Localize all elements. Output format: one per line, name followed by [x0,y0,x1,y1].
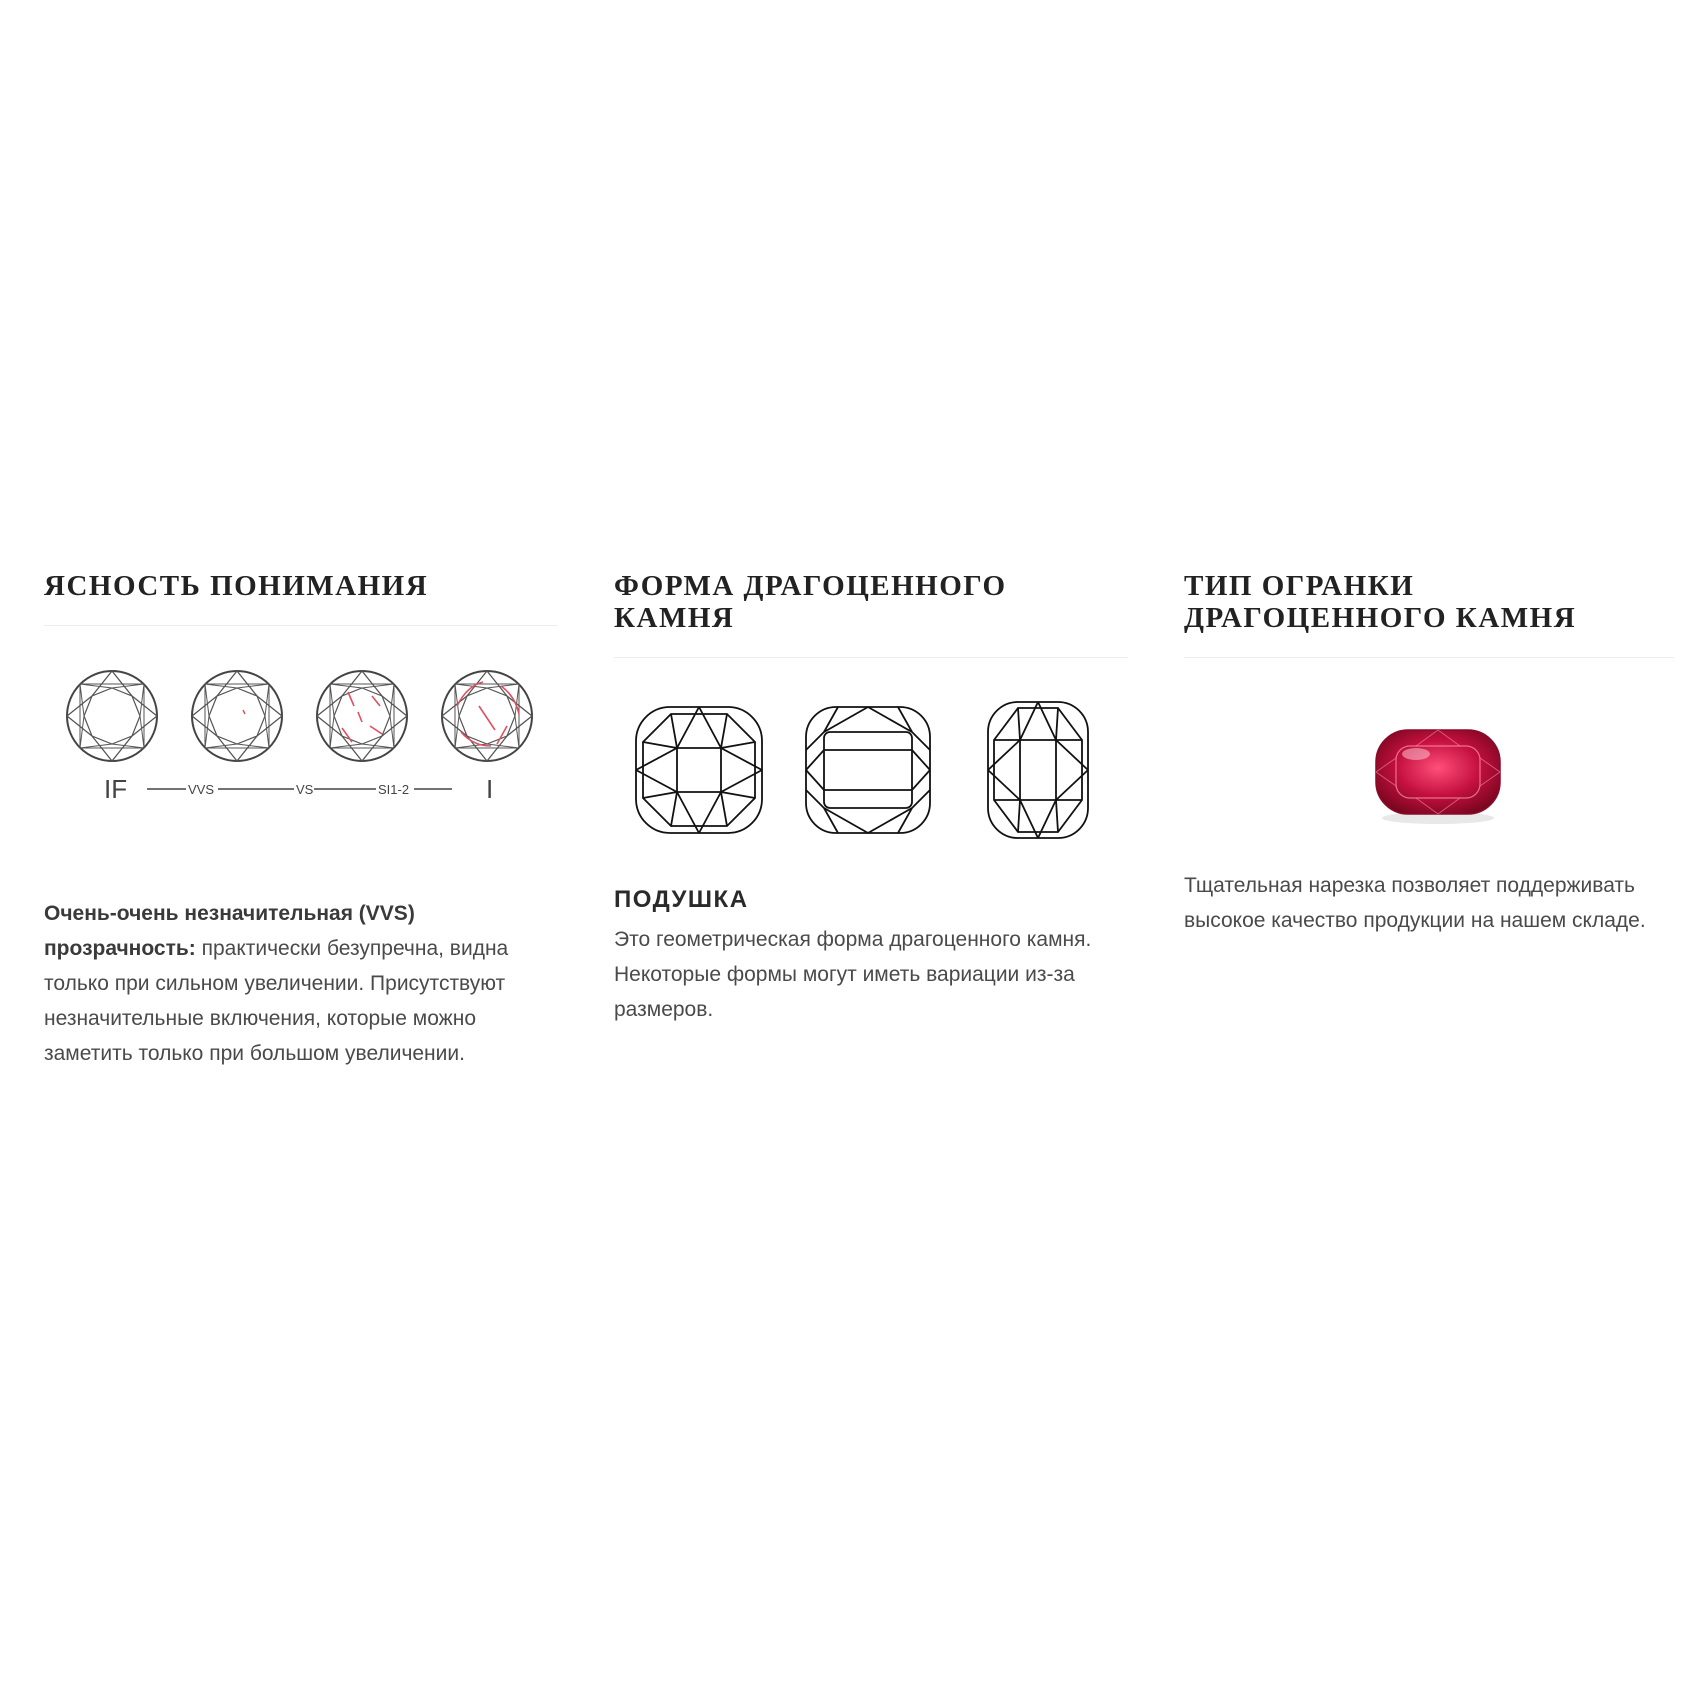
cut-divider [1184,657,1674,658]
clarity-description-text: практически безупречна, видна только при сильном увеличении. Присутствуют незначительные включения, которые можно заметить только при большом увеличении. [44,937,509,1065]
grade-vs: VS [296,782,314,797]
cushion-elongated-icon [988,702,1088,838]
clarity-description-bold: Очень-очень незначительная (VVS) прозрачность: [44,902,415,960]
grade-if: IF [104,774,128,804]
diamond-si-icon [442,671,532,761]
shape-description: Это геометрическая форма драгоценного камня. Некоторые формы могут иметь вариации из-за размеров. [614,928,1092,1021]
clarity-divider [44,625,558,626]
diamond-if-icon [67,671,157,761]
grade-i: I [486,774,494,804]
diamond-vvs-icon [192,671,282,761]
clarity-scale-line [104,774,493,804]
clarity-scale-diagram [44,666,558,836]
ruby-gem-image [1184,678,1674,858]
grade-vvs: VVS [188,782,215,797]
grade-si: SI1-2 [378,782,410,797]
shape-divider [614,657,1128,658]
cushion-square-icon [636,707,762,833]
clarity-description [44,896,558,1071]
cut-description: Тщательная нарезка позволяет поддерживать высокое качество продукции на нашем складе. [1184,874,1646,932]
shape-section [614,570,1128,1027]
clarity-section [44,570,558,1071]
cut-section [1184,570,1674,938]
shape-name: ПОДУШКА [614,886,749,913]
diamond-vs-icon [317,671,407,761]
cut-title: ТИП ОГРАНКИ ДРАГОЦЕННОГО КАМНЯ [1184,570,1577,634]
clarity-title: ЯСНОСТЬ ПОНИМАНИЯ [44,570,429,602]
cushion-modified-icon [806,707,930,833]
shape-title: ФОРМА ДРАГОЦЕННОГО КАМНЯ [614,570,1007,634]
cushion-shapes-diagram [614,690,1128,850]
